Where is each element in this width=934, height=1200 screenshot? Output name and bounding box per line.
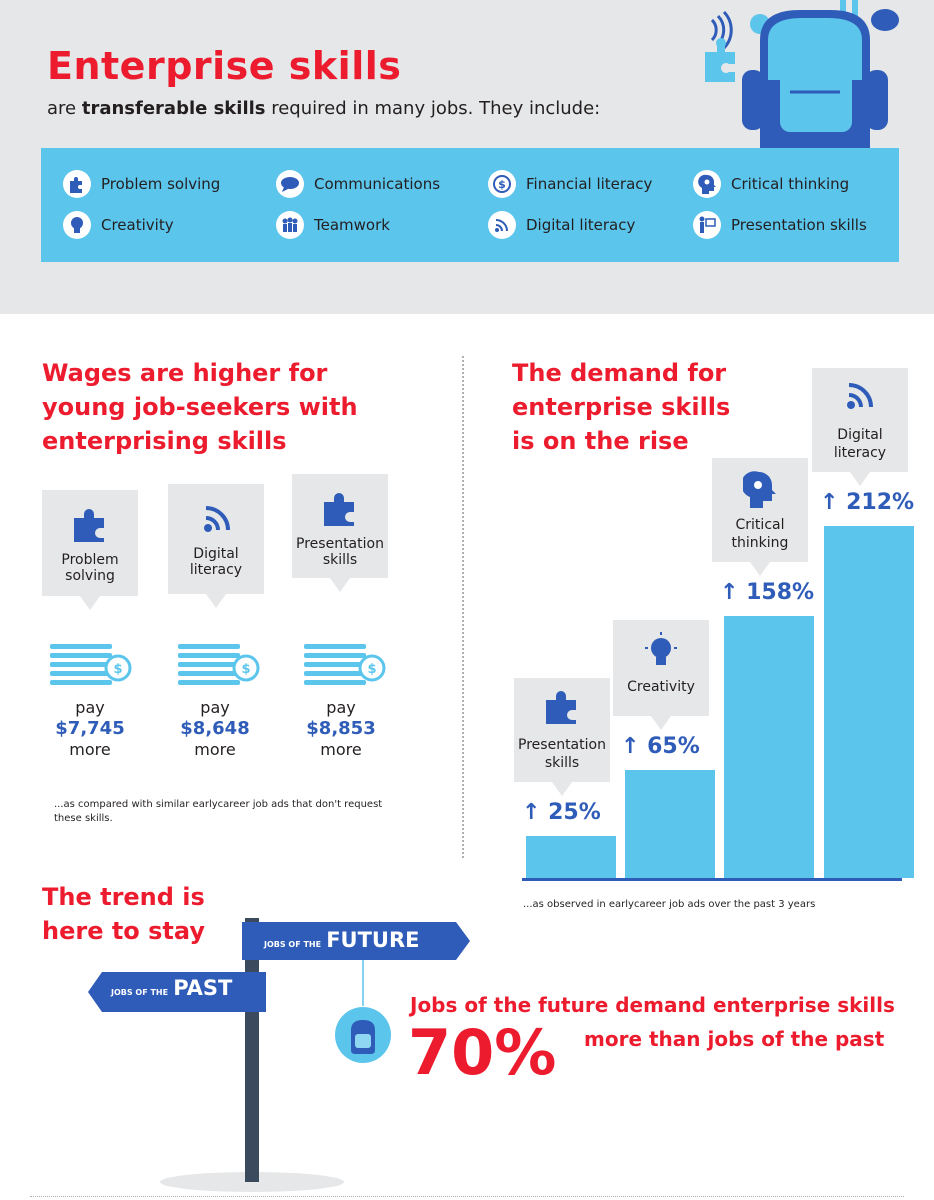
skill-creativity	[63, 211, 174, 239]
wage-pay-presentation-skills: pay $8,853 more	[306, 698, 376, 759]
demand-category-text: Presentation	[518, 737, 606, 753]
presenter-icon	[693, 211, 721, 239]
skill-problem-solving	[63, 170, 220, 198]
puzzle-icon	[72, 508, 108, 542]
lightbulb-icon	[613, 632, 709, 672]
demand-value-label: ↑ 158%	[720, 580, 815, 605]
demand-value-label: ↑ 25%	[522, 800, 601, 825]
svg-text:$: $	[113, 662, 123, 677]
money-stack-icon	[178, 644, 262, 686]
wifi-icon	[200, 502, 232, 536]
skill-label: Presentation skills	[731, 216, 867, 234]
demand-category-text: thinking	[731, 535, 789, 551]
skill-digital-literacy	[488, 211, 635, 239]
wage-callout-digital-literacy: Digital literacy	[168, 484, 264, 594]
wage-pay-problem-solving: pay $7,745 more	[55, 698, 125, 759]
section-divider	[462, 356, 464, 858]
demand-bar	[824, 526, 914, 878]
svg-text:$: $	[241, 662, 251, 677]
demand-category-label	[812, 368, 908, 472]
wages-heading: Wages are higher for young job-seekers with enterprising skills	[42, 359, 358, 455]
bottom-rule	[30, 1196, 904, 1197]
page-title: Enterprise skills	[47, 44, 402, 88]
demand-baseline	[522, 878, 902, 881]
skills-band	[41, 148, 899, 262]
demand-category-text: Critical	[735, 517, 785, 533]
money-stack-icon	[304, 644, 388, 686]
wage-callout-presentation-skills: Presentation skills	[292, 474, 388, 578]
demand-category-text: skills	[544, 755, 580, 771]
dollar-coin-icon	[488, 170, 516, 198]
skill-label: Financial literacy	[526, 175, 653, 193]
puzzle-icon	[63, 170, 91, 198]
puzzle-icon	[322, 492, 358, 526]
past-sign-text: JOBS OF THE PAST	[111, 976, 233, 1000]
demand-value-label: ↑ 212%	[820, 490, 915, 515]
svg-text:$: $	[367, 662, 377, 677]
skill-label: Communications	[314, 175, 441, 193]
skill-teamwork	[276, 211, 390, 239]
demand-chart	[512, 360, 915, 890]
demand-category-text: literacy	[833, 445, 887, 461]
demand-category-text: Creativity	[627, 679, 695, 695]
wage-pay-digital-literacy: pay $8,648 more	[180, 698, 250, 759]
money-stack-icon	[50, 644, 134, 686]
lightbulb-icon	[63, 211, 91, 239]
trend-heading: The trend is here to stay	[42, 883, 206, 945]
trend-stat-percent: 70%	[408, 1016, 557, 1089]
page-subtitle: are transferable skills required in many jobs. They include:	[47, 98, 601, 119]
trend-stat-line2: more than jobs of the past	[584, 1027, 885, 1051]
demand-heading: The demand for enterprise skills is on the rise	[512, 359, 731, 455]
wifi-icon	[812, 380, 908, 420]
skill-presentation-skills	[693, 211, 867, 239]
trend-stat-line1: Jobs of the future demand enterprise skills	[410, 993, 895, 1017]
wifi-icon	[488, 211, 516, 239]
head-gears-icon	[712, 470, 808, 510]
wages-footnote: ...as compared with similar earlycareer job ads that don't request these skills.	[54, 799, 383, 824]
future-sign-text: JOBS OF THE FUTURE	[264, 928, 420, 952]
demand-bar	[625, 770, 715, 878]
skill-critical-thinking	[693, 170, 849, 198]
skill-communications	[276, 170, 440, 198]
demand-bar	[526, 836, 616, 878]
backpack-badge-icon	[334, 1006, 392, 1064]
skill-label: Digital literacy	[526, 216, 636, 234]
puzzle-icon	[705, 38, 735, 82]
chat-icon	[871, 9, 899, 31]
people-icon	[276, 211, 304, 239]
wage-callout-problem-solving: Problem solving	[42, 490, 138, 596]
puzzle-icon	[514, 690, 610, 730]
skill-label: Critical thinking	[731, 175, 850, 193]
svg-text:$: $	[498, 178, 506, 191]
skill-financial-literacy	[488, 170, 652, 198]
demand-footnote: ...as observed in earlycareer job ads over the past 3 years	[523, 899, 816, 910]
backpack-illustration	[690, 0, 920, 170]
chat-icon	[276, 170, 304, 198]
skill-label: Creativity	[101, 216, 174, 234]
demand-category-label	[712, 458, 808, 562]
skill-label: Problem solving	[101, 175, 221, 193]
demand-category-text: Digital	[837, 427, 883, 443]
demand-category-label	[514, 678, 610, 782]
demand-category-label	[613, 620, 709, 716]
skill-label: Teamwork	[314, 216, 390, 234]
head-gears-icon	[693, 170, 721, 198]
demand-bar	[724, 616, 814, 878]
demand-value-label: ↑ 65%	[621, 734, 700, 759]
